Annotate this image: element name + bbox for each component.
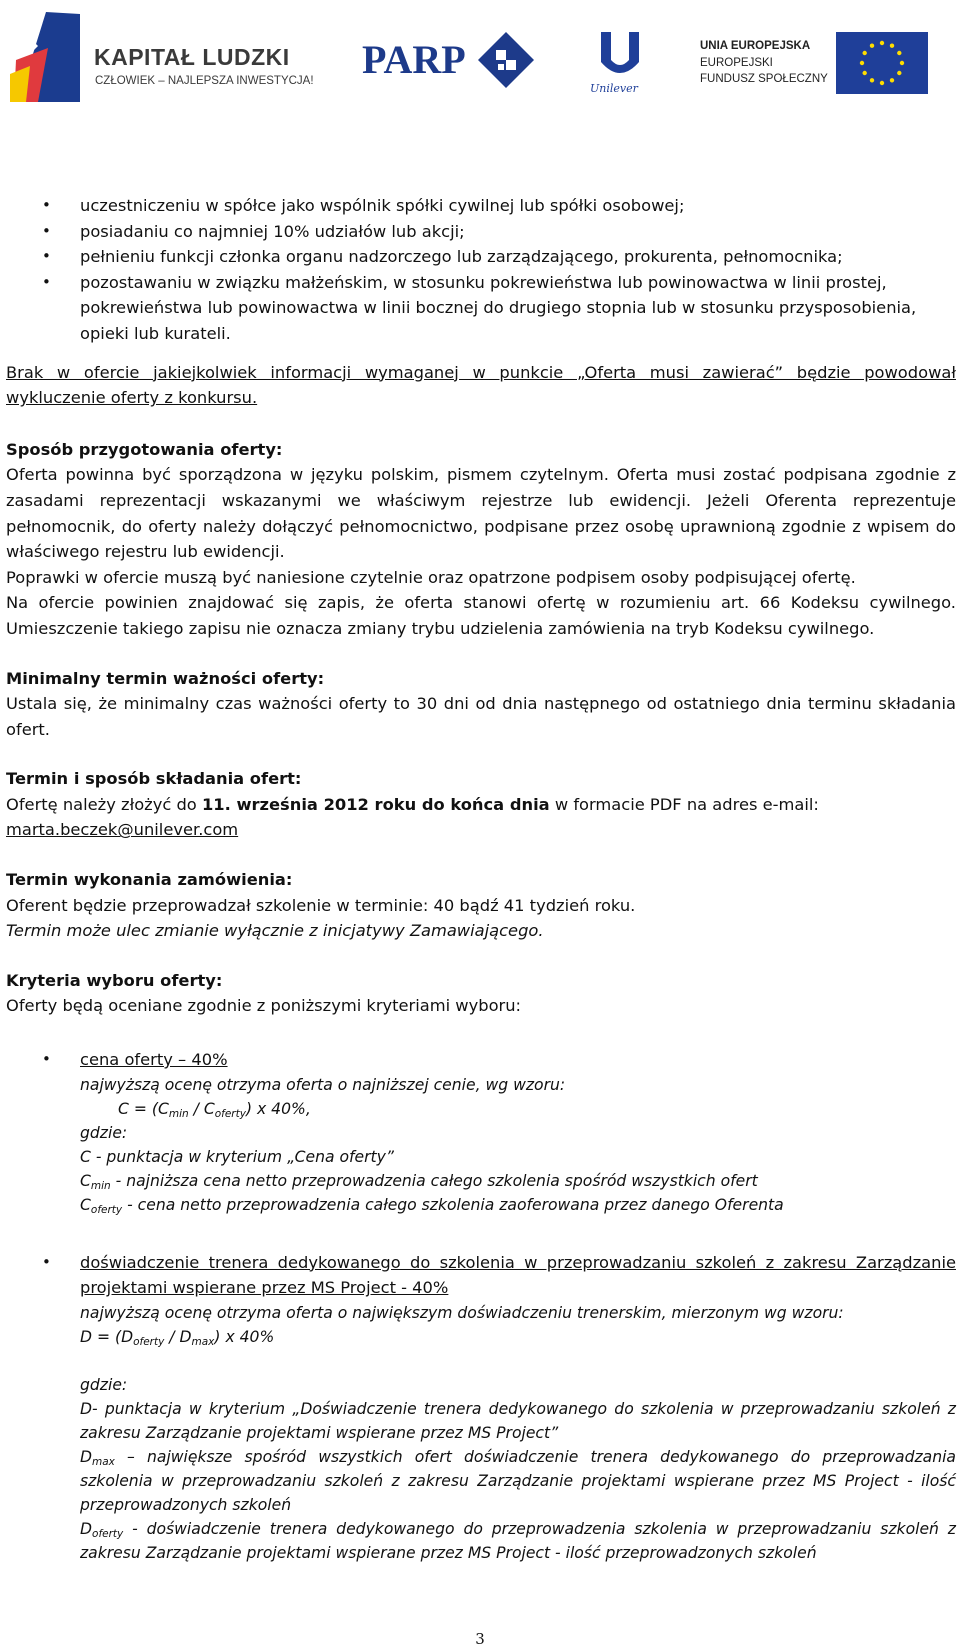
criterion-price-heading: • cena oferty – 40% (80, 1050, 228, 1070)
termin-wykonania-paragraph: Oferent będzie przeprowadzał szkolenie w terminie: 40 bądź 41 tydzień roku. (6, 895, 636, 915)
criterion-experience-def3 (80, 1517, 956, 1565)
section-title-minimalny: Minimalny termin ważności oferty: (6, 668, 325, 688)
ue-logo (700, 30, 930, 100)
page-number: 3 (475, 1630, 485, 1648)
kapital-ludzki-logo (8, 10, 328, 105)
def-symbol: D (80, 1447, 93, 1466)
def-subscript: oferty (90, 1203, 123, 1216)
section-title-kryteria: Kryteria wyboru oferty: (6, 970, 223, 990)
exclusion-paragraph: Brak w ofercie jakiejkolwiek informacji wymaganej w punkcie „Oferta musi zawierać” będzie powodował wykluczenie oferty z konkursu. (6, 362, 956, 408)
sposob-paragraph-2: Poprawki w ofercie muszą być naniesione czytelnie oraz opatrzone podpisem osoby podpisującej ofertę. (6, 567, 856, 587)
unilever-u-icon (595, 30, 645, 80)
def-symbol: D (80, 1519, 93, 1538)
termin-text-before: Ofertę należy złożyć do (6, 794, 202, 814)
def-text: – największe spośród wszystkich ofert doświadczenie trenera dedykowanego do przeprowadzania szkolenia w przeprowadzaniu szkoleń z zakresu Zarządzanie projektami wspierane przez MS Project - ilość przeprowadzonych szkoleń (80, 1447, 956, 1514)
def-subscript: max (92, 1455, 115, 1468)
ue-line3: FUNDUSZ SPOŁECZNY (700, 73, 828, 85)
unilever-text: Unilever (590, 82, 638, 95)
def-text: - doświadczenie trenera dedykowanego do przeprowadzenia szkolenia w przeprowadzaniu szkoleń z zakresu Zarządzanie projektami wspierane przez MS Project - ilość przeprowadzonych szkoleń (80, 1519, 956, 1562)
def-text: - cena netto przeprowadzenia całego szkolenia zaoferowana przez danego Oferenta (122, 1195, 784, 1214)
list-item: • posiadaniu co najmniej 10% udziałów lub akcji; (6, 219, 956, 245)
parp-logo (362, 30, 542, 100)
kapital-ludzki-emblem-icon (8, 10, 88, 105)
criterion-experience-def1: D- punktacja w kryterium „Doświadczenie trenera dedykowanego do szkolenia w przeprowadzaniu szkoleń z zakresu Zarządzanie projektami wspierane przez MS Project” (80, 1399, 956, 1442)
ue-line2: EUROPEJSKI (700, 57, 773, 69)
criterion-experience-heading: • doświadczenie trenera dedykowanego do szkolenia w przeprowadzaniu szkoleń z zakresu Zarządzanie projektami wspierane przez MS Project - 40% (80, 1252, 956, 1298)
section-title-sposob: Sposób przygotowania oferty: (6, 439, 283, 459)
termin-skladania-paragraph (6, 792, 956, 843)
kryteria-intro: Oferty będą oceniane zgodnie z poniższymi kryteriami wyboru: (6, 996, 522, 1016)
sposob-paragraph-1: Oferta powinna być sporządzona w języku polskim, pismem czytelnym. Oferta musi zostać podpisana zgodnie z zasadami reprezentacji wskazanymi we właściwym rejestrze lub ewidencji. Jeżeli Oferenta reprezentuje pełnomocnik, do oferty należy dołączyć pełnomocnictwo, podpisane przez osobę uprawnioną zgodnie z wpisem do właściwego rejestru lub ewidencji. (6, 465, 956, 562)
criterion-price-gdzie: gdzie: (80, 1123, 128, 1142)
criteria-list (6, 1047, 956, 1565)
criterion-experience-def2 (80, 1445, 956, 1517)
list-item: • uczestniczeniu w spółce jako wspólnik spółki cywilnej lub spółki osobowej; (6, 193, 956, 219)
def-text: - najniższa cena netto przeprowadzenia całego szkolenia spośród wszystkich ofert (110, 1171, 758, 1190)
termin-text-after: w formacie PDF na adres e-mail: (549, 794, 819, 814)
ue-line1: UNIA EUROPEJSKA (700, 40, 811, 52)
minimalny-paragraph: Ustala się, że minimalny czas ważności oferty to 30 dni od dnia następnego od ostatniego dnia terminu składania ofert. (6, 694, 956, 739)
header-logos (0, 0, 960, 110)
list-item: • pełnieniu funkcji członka organu nadzorczego lub zarządzającego, prokurenta, pełnomocnika; (6, 244, 956, 270)
criterion-experience-line: najwyższą ocenę otrzyma oferta o największym doświadczeniu trenerskim, mierzonym wg wzoru: (80, 1303, 844, 1322)
termin-deadline: 11. września 2012 roku do końca dnia (201, 794, 550, 814)
formula-part: / C (188, 1099, 215, 1118)
formula-subscript: oferty (214, 1107, 246, 1120)
criterion-price (6, 1047, 956, 1217)
criterion-price-formula (80, 1097, 956, 1121)
def-symbol: C (80, 1171, 91, 1190)
criterion-experience-gdzie: gdzie: (80, 1375, 128, 1394)
parp-text: PARP (362, 37, 466, 82)
def-subscript: min (90, 1179, 111, 1192)
kapital-ludzki-tagline: CZŁOWIEK – NAJLEPSZA INWESTYCJA! (95, 75, 314, 87)
termin-wykonania-note: Termin może ulec zmianie wyłącznie z inicjatywy Zamawiającego. (6, 921, 544, 941)
criterion-price-line: najwyższą ocenę otrzyma oferta o najniższej cenie, wg wzoru: (80, 1075, 566, 1094)
section-title-termin-wykonania: Termin wykonania zamówienia: (6, 870, 293, 890)
formula-subscript: max (191, 1335, 215, 1348)
formula-subscript: min (168, 1107, 189, 1120)
document-body (6, 193, 956, 1565)
def-symbol: C (80, 1195, 91, 1214)
parp-diamond-icon (476, 30, 536, 90)
sposob-paragraph-3: Na ofercie powinien znajdować się zapis, że oferta stanowi ofertę w rozumieniu art. 66 Kodeksu cywilnego. Umieszczenie takiego zapisu nie oznacza zmiany trybu udzielenia zamówienia na tryb Kodeksu cywilnego. (6, 593, 956, 638)
def-subscript: oferty (92, 1527, 124, 1540)
conflict-bullet-list (6, 193, 956, 347)
formula-part: ) x 40% (214, 1327, 275, 1346)
criterion-price-def2 (80, 1169, 956, 1193)
section-title-termin-skladania: Termin i sposób składania ofert: (6, 769, 302, 789)
formula-part: D = (D (80, 1327, 134, 1346)
formula-subscript: oferty (133, 1335, 165, 1348)
formula-part: / D (164, 1327, 192, 1346)
email-link[interactable]: marta.beczek@unilever.com (6, 820, 239, 840)
criterion-experience (6, 1250, 956, 1565)
criterion-experience-formula (80, 1325, 956, 1349)
formula-part: ) x 40%, (245, 1099, 311, 1118)
kapital-ludzki-title: KAPITAŁ LUDZKI (94, 44, 290, 70)
criterion-price-def3 (80, 1193, 956, 1217)
list-item: • pozostawaniu w związku małżeńskim, w stosunku pokrewieństwa lub powinowactwa w linii prostej, pokrewieństwa lub powinowactwa w linii bocznej do drugiego stopnia lub w stosunku przysposobienia, opieki lub kurateli. (6, 270, 956, 347)
formula-part: C = (C (118, 1099, 169, 1118)
criterion-price-def1: C - punktacja w kryterium „Cena oferty” (80, 1147, 394, 1166)
unilever-logo (590, 30, 650, 100)
eu-flag-icon (836, 32, 928, 94)
